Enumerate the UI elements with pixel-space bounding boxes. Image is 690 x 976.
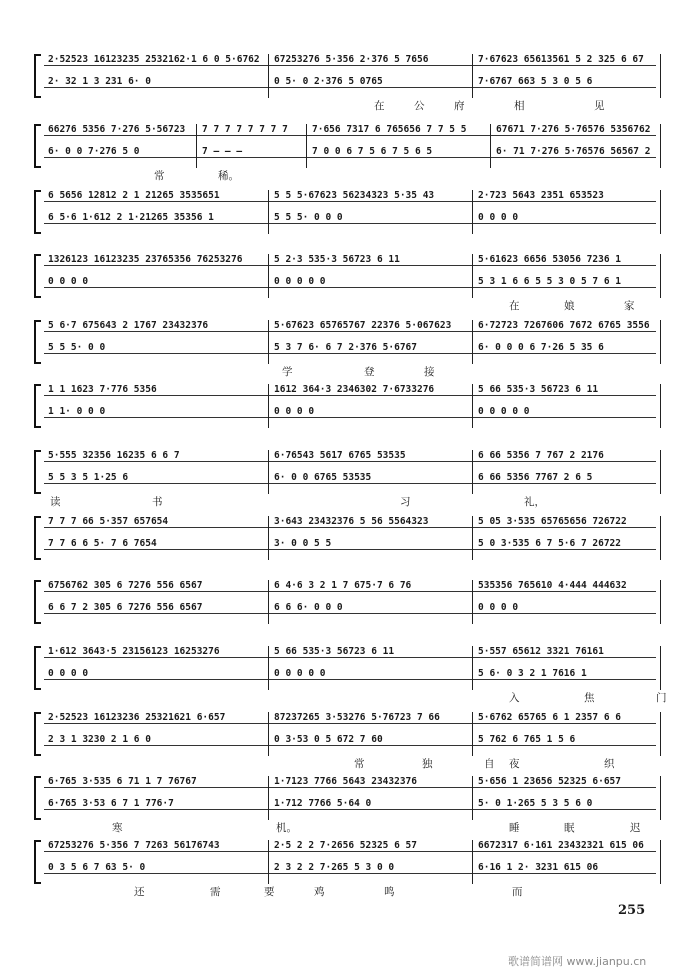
score-system [34, 52, 662, 114]
lyric-character: 入 [509, 692, 520, 704]
measure-notes: 2 3 1 3230 2 1 6 0 [48, 734, 151, 745]
lyric-character: 礼， [524, 496, 545, 508]
measure-notes: 2· 32 1 3 231 6· 0 [48, 76, 151, 87]
system-bracket [34, 124, 41, 168]
lyrics-row [44, 756, 662, 770]
end-barline [660, 384, 661, 428]
measure-notes: 1612 364·3 2346302 7·6733276 [274, 384, 435, 395]
end-barline [660, 320, 661, 364]
lyric-character: 常 [354, 758, 365, 770]
measure-notes: 6· 0 0 6765 53535 [274, 472, 372, 483]
barline [268, 450, 269, 494]
measure-notes: 6 4·6 3 2 1 7 675·7 6 76 [274, 580, 412, 591]
barline [268, 580, 269, 624]
melody-line [44, 190, 656, 202]
measure-notes: 2 3 2 2 7·265 5 3 0 0 [274, 862, 395, 873]
measure-notes: 5 5 5· 0 0 0 [274, 212, 343, 223]
measure-notes: 7 7 7 7 7 7 7 7 [202, 124, 288, 135]
barline [268, 384, 269, 428]
measure-notes: 5 762 6 765 1 5 6 [478, 734, 576, 745]
accompaniment-line [44, 602, 656, 614]
system-bracket [34, 254, 41, 298]
measure-notes: 0 0 0 0 [274, 406, 315, 417]
score-system [34, 644, 667, 706]
measure-notes: 1326123 16123235 23765356 76253276 [48, 254, 243, 265]
lyric-character: 自 [484, 758, 495, 770]
measure-notes: 535356 765610 4·444 444632 [478, 580, 627, 591]
measure-notes: 2·723 5643 2351 653523 [478, 190, 604, 201]
measure-notes: 5 2·3 535·3 56723 6 11 [274, 254, 400, 265]
lyric-character: 接 [424, 366, 435, 378]
end-barline [660, 54, 661, 98]
score-system [34, 774, 662, 836]
barline [268, 516, 269, 560]
lyrics-row [44, 494, 662, 508]
accompaniment-line [44, 146, 656, 158]
measure-notes: 67253276 5·356 7 7263 56176743 [48, 840, 220, 851]
score-system [34, 710, 662, 772]
end-barline [660, 450, 661, 494]
barline [196, 124, 197, 168]
lyric-character: 而 [512, 886, 523, 898]
accompaniment-line [44, 798, 656, 810]
lyric-character: 在 [509, 300, 520, 312]
accompaniment-line [44, 734, 656, 746]
lyric-character: 娘 [564, 300, 575, 312]
measure-notes: 6·765 3·535 6 71 1 7 76767 [48, 776, 197, 787]
score-system [34, 838, 662, 900]
measure-notes: 0 0 0 0 [478, 602, 519, 613]
measure-notes: 5·656 1 23656 52325 6·657 [478, 776, 621, 787]
melody-line [44, 450, 656, 462]
lyric-character: 相 [514, 100, 525, 112]
measure-notes: 2·5 2 2 7·2656 52325 6 57 [274, 840, 417, 851]
measure-notes: 1·612 3643·5 23156123 16253276 [48, 646, 220, 657]
melody-line [44, 384, 656, 396]
measure-notes: 1 1· 0 0 0 [48, 406, 106, 417]
lyrics-row [44, 820, 662, 834]
lyric-character: 学 [282, 366, 293, 378]
accompaniment-line [44, 76, 656, 88]
measure-notes: 7·656 7317 6 765656 7 7 5 5 [312, 124, 467, 135]
lyric-character: 常 [154, 170, 165, 182]
barline [268, 54, 269, 98]
measure-notes: 7 7 7 66 5·357 657654 [48, 516, 169, 527]
lyrics-row [44, 884, 662, 898]
measure-notes: 6· 0 0 7·276 5 0 [48, 146, 140, 157]
barline [268, 254, 269, 298]
measure-notes: 6 66 5356 7 767 2 2176 [478, 450, 604, 461]
lyric-character: 登 [364, 366, 375, 378]
measure-notes: 87237265 3·53276 5·76723 7 66 [274, 712, 440, 723]
measure-notes: 5 6· 0 3 2 1 7616 1 [478, 668, 587, 679]
measure-notes: 5 66 535·3 56723 6 11 [274, 646, 395, 657]
melody-line [44, 580, 656, 592]
lyric-character: 寒 [112, 822, 123, 834]
lyric-character: 稀。 [218, 170, 239, 182]
measure-notes: 6 6 6· 0 0 0 [274, 602, 343, 613]
melody-line [44, 320, 656, 332]
system-bracket [34, 54, 41, 98]
barline [472, 190, 473, 234]
barline [472, 450, 473, 494]
barline [268, 320, 269, 364]
lyrics-row [44, 98, 662, 112]
accompaniment-line [44, 472, 656, 484]
measure-notes: 6672317 6·161 23432321 615 06 [478, 840, 644, 851]
end-barline [660, 646, 661, 690]
lyric-character: 还 [134, 886, 145, 898]
end-barline [660, 254, 661, 298]
lyric-character: 夜 [509, 758, 520, 770]
measure-notes: 5 5 5·67623 56234323 5·35 43 [274, 190, 435, 201]
melody-line [44, 840, 656, 852]
measure-notes: 7·67623 65613561 5 2 325 6 67 [478, 54, 644, 65]
system-bracket [34, 646, 41, 690]
measure-notes: 6756762 305 6 7276 556 6567 [48, 580, 203, 591]
score-system [34, 188, 662, 250]
barline [268, 712, 269, 756]
melody-line [44, 254, 656, 266]
lyrics-row [44, 168, 662, 182]
lyric-character: 鸣 [384, 886, 395, 898]
measure-notes: 6· 71 7·276 5·76576 56567 2 [496, 146, 651, 157]
lyric-character: 家 [624, 300, 635, 312]
score-system [34, 382, 662, 444]
measure-notes: 0 0 0 0 [48, 276, 89, 287]
end-barline [660, 124, 661, 168]
lyric-character: 织 [604, 758, 615, 770]
lyric-character: 机。 [276, 822, 297, 834]
accompaniment-line [44, 212, 656, 224]
barline [472, 712, 473, 756]
measure-notes: 5·557 65612 3321 76161 [478, 646, 604, 657]
lyric-character: 在 [374, 100, 385, 112]
measure-notes: 3·643 23432376 5 56 5564323 [274, 516, 429, 527]
end-barline [660, 840, 661, 884]
system-bracket [34, 712, 41, 756]
system-bracket [34, 384, 41, 428]
measure-notes: 66276 5356 7·276 5·56723 [48, 124, 186, 135]
lyric-character: 睡 [509, 822, 520, 834]
measure-notes: 5·6762 65765 6 1 2357 6 6 [478, 712, 621, 723]
system-bracket [34, 776, 41, 820]
accompaniment-line [44, 342, 656, 354]
measure-notes: 5 66 535·3 56723 6 11 [478, 384, 599, 395]
melody-line [44, 646, 656, 658]
measure-notes: 1·712 7766 5·64 0 [274, 798, 372, 809]
measure-notes: 0 3·53 0 5 672 7 60 [274, 734, 383, 745]
measure-notes: 6·72723 7267606 7672 6765 3556 [478, 320, 650, 331]
barline [472, 320, 473, 364]
lyric-character: 迟 [630, 822, 641, 834]
measure-notes: 5 0 3·535 6 7 5·6 7 26722 [478, 538, 621, 549]
measure-notes: 5 6·7 675643 2 1767 23432376 [48, 320, 209, 331]
barline [268, 840, 269, 884]
melody-line [44, 124, 656, 136]
lyric-character: 见 [594, 100, 605, 112]
barline [472, 254, 473, 298]
lyric-character: 焦 [584, 692, 595, 704]
measure-notes: 5· 0 1·265 5 3 5 6 0 [478, 798, 593, 809]
lyric-character: 读 [50, 496, 61, 508]
score-system [34, 122, 662, 184]
score-system [34, 448, 662, 510]
measure-notes: 0 0 0 0 0 [274, 668, 326, 679]
barline [472, 384, 473, 428]
lyric-character: 要 [264, 886, 275, 898]
measure-notes: 6·16 1 2· 3231 615 06 [478, 862, 599, 873]
barline [472, 54, 473, 98]
score-system [34, 318, 662, 380]
lyrics-row [44, 690, 667, 704]
measure-notes: 7 — — — [202, 146, 243, 157]
barline [268, 776, 269, 820]
end-barline [660, 776, 661, 820]
measure-notes: 5·67623 65765767 22376 5·067623 [274, 320, 452, 331]
lyric-character: 公 [414, 100, 425, 112]
lyrics-row [44, 364, 662, 378]
measure-notes: 0 5· 0 2·376 5 0765 [274, 76, 383, 87]
accompaniment-line [44, 406, 656, 418]
measure-notes: 5·61623 6656 53056 7236 1 [478, 254, 621, 265]
measure-notes: 6 5656 12812 2 1 21265 3535651 [48, 190, 220, 201]
measure-notes: 2·52523 16123235 2532162·1 6 0 5·6762 [48, 54, 260, 65]
barline [472, 776, 473, 820]
accompaniment-line [44, 668, 656, 680]
barline [472, 516, 473, 560]
lyric-character: 门 [656, 692, 667, 704]
measure-notes: 2·52523 16123236 25321621 6·657 [48, 712, 226, 723]
measure-notes: 5 05 3·535 65765656 726722 [478, 516, 627, 527]
accompaniment-line [44, 538, 656, 550]
lyric-character: 眠 [564, 822, 575, 834]
measure-notes: 6 66 5356 7767 2 6 5 [478, 472, 593, 483]
measure-notes: 3· 0 0 5 5 [274, 538, 332, 549]
end-barline [660, 516, 661, 560]
measure-notes: 1 1 1623 7·776 5356 [48, 384, 157, 395]
melody-line [44, 776, 656, 788]
page-number: 255 [618, 903, 646, 918]
barline [472, 580, 473, 624]
accompaniment-line [44, 276, 656, 288]
barline [268, 646, 269, 690]
measure-notes: 5 3 1 6 6 5 5 3 0 5 7 6 1 [478, 276, 621, 287]
system-bracket [34, 320, 41, 364]
lyric-character: 书 [152, 496, 163, 508]
measure-notes: 0 0 0 0 [478, 212, 519, 223]
melody-line [44, 54, 656, 66]
end-barline [660, 712, 661, 756]
system-bracket [34, 190, 41, 234]
lyric-character: 习 [400, 496, 411, 508]
measure-notes: 7 0 0 6 7 5 6 7 5 6 5 [312, 146, 433, 157]
barline [490, 124, 491, 168]
end-barline [660, 190, 661, 234]
score-system [34, 252, 662, 314]
measure-notes: 5 5 5· 0 0 [48, 342, 106, 353]
measure-notes: 6 5·6 1·612 2 1·21265 35356 1 [48, 212, 214, 223]
lyric-character: 独 [422, 758, 433, 770]
lyric-character: 府 [454, 100, 465, 112]
measure-notes: 67253276 5·356 2·376 5 7656 [274, 54, 429, 65]
lyrics-row [44, 298, 662, 312]
barline [306, 124, 307, 168]
barline [472, 646, 473, 690]
site-watermark: 歌谱简谱网 www.jianpu.cn [508, 955, 647, 968]
barline [472, 840, 473, 884]
measure-notes: 0 0 0 0 [48, 668, 89, 679]
score-system [34, 578, 662, 640]
measure-notes: 6·76543 5617 6765 53535 [274, 450, 406, 461]
melody-line [44, 712, 656, 724]
system-bracket [34, 516, 41, 560]
measure-notes: 5·555 32356 16235 6 6 7 [48, 450, 180, 461]
accompaniment-line [44, 862, 656, 874]
measure-notes: 6· 0 0 0 6 7·26 5 35 6 [478, 342, 604, 353]
barline [268, 190, 269, 234]
measure-notes: 0 0 0 0 0 [274, 276, 326, 287]
measure-notes: 5 5 3 5 1·25 6 [48, 472, 129, 483]
measure-notes: 1·7123 7766 5643 23432376 [274, 776, 417, 787]
system-bracket [34, 840, 41, 884]
melody-line [44, 516, 656, 528]
lyric-character: 鸡 [314, 886, 325, 898]
measure-notes: 7 7 6 6 5· 7 6 7654 [48, 538, 157, 549]
measure-notes: 7·6767 663 5 3 0 5 6 [478, 76, 593, 87]
measure-notes: 0 0 0 0 0 [478, 406, 530, 417]
measure-notes: 67671 7·276 5·76576 5356762 [496, 124, 651, 135]
measure-notes: 0 3 5 6 7 63 5· 0 [48, 862, 146, 873]
measure-notes: 6·765 3·53 6 7 1 776·7 [48, 798, 174, 809]
system-bracket [34, 450, 41, 494]
lyric-character: 需 [210, 886, 221, 898]
score-system [34, 514, 662, 576]
system-bracket [34, 580, 41, 624]
end-barline [660, 580, 661, 624]
measure-notes: 6 6 7 2 305 6 7276 556 6567 [48, 602, 203, 613]
measure-notes: 5 3 7 6· 6 7 2·376 5·6767 [274, 342, 417, 353]
